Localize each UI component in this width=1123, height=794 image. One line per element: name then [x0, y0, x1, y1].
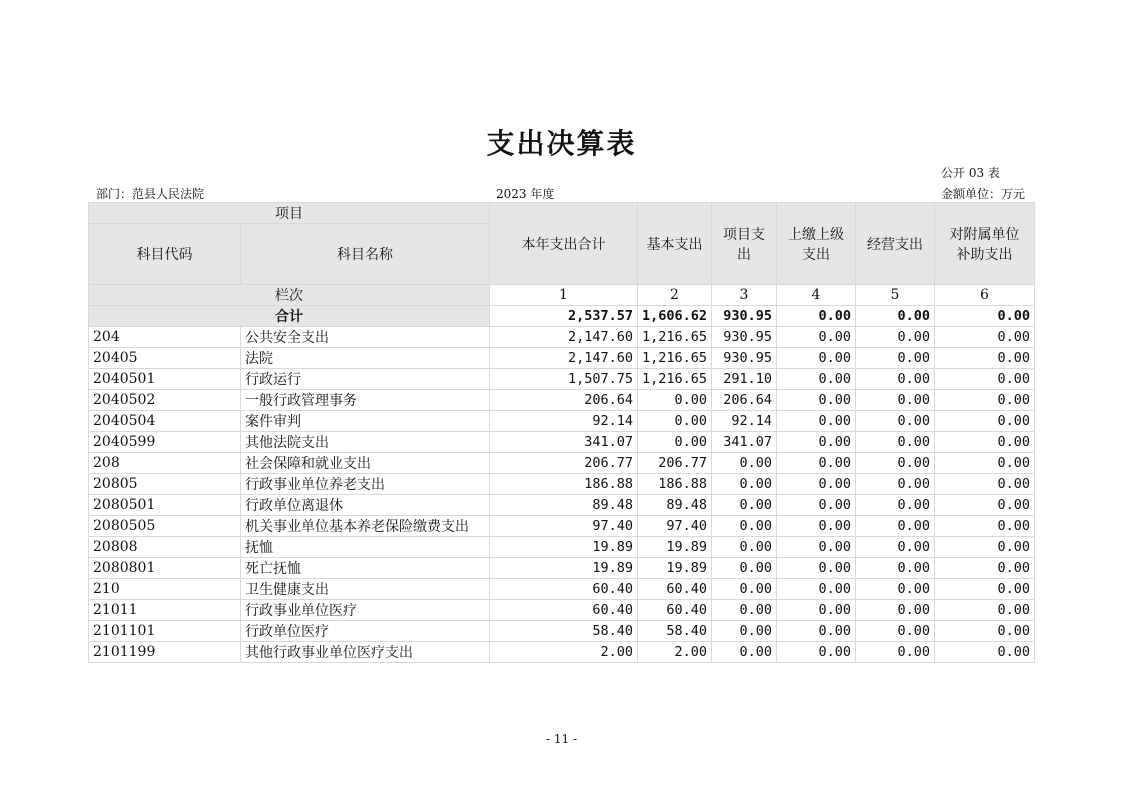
table-row — [89, 600, 1035, 621]
total-value: 0.00 — [856, 306, 935, 327]
amount-cell: 19.89 — [490, 537, 638, 558]
amount-cell: 19.89 — [638, 537, 712, 558]
subject-code: 20405 — [89, 348, 241, 369]
amount-cell: 0.00 — [777, 474, 856, 495]
amount-cell: 0.00 — [935, 453, 1035, 474]
amount-cell: 0.00 — [712, 621, 777, 642]
amount-cell: 0.00 — [712, 516, 777, 537]
page-title: 支出决算表 — [486, 127, 637, 160]
amount-cell: 0.00 — [856, 600, 935, 621]
amount-cell: 291.10 — [712, 369, 777, 390]
subject-name: 法院 — [241, 348, 490, 369]
amount-cell: 341.07 — [712, 432, 777, 453]
subject-name: 行政单位医疗 — [241, 621, 490, 642]
amount-cell: 0.00 — [856, 621, 935, 642]
amount-cell: 0.00 — [935, 411, 1035, 432]
amount-cell: 206.77 — [490, 453, 638, 474]
subject-code: 210 — [89, 579, 241, 600]
amount-cell: 0.00 — [856, 348, 935, 369]
table-row — [89, 516, 1035, 537]
amount-cell: 0.00 — [777, 348, 856, 369]
table-row — [89, 621, 1035, 642]
subject-code: 2101101 — [89, 621, 241, 642]
amount-cell: 89.48 — [490, 495, 638, 516]
table-row — [89, 432, 1035, 453]
lanci-label: 栏次 — [89, 285, 490, 306]
total-row — [89, 306, 1035, 327]
amount-cell: 930.95 — [712, 348, 777, 369]
subject-code: 2040502 — [89, 390, 241, 411]
department-label: 部门：范县人民法院 — [96, 187, 205, 201]
amount-cell: 0.00 — [712, 642, 777, 663]
subject-name: 机关事业单位基本养老保险缴费支出 — [241, 516, 490, 537]
subject-code: 204 — [89, 327, 241, 348]
amount-cell: 0.00 — [856, 537, 935, 558]
amount-cell: 0.00 — [712, 558, 777, 579]
amount-cell: 930.95 — [712, 327, 777, 348]
table-row — [89, 537, 1035, 558]
amount-cell: 0.00 — [856, 327, 935, 348]
table-row — [89, 369, 1035, 390]
subject-name: 行政事业单位医疗 — [241, 600, 490, 621]
col-number: 1 — [490, 285, 638, 306]
expenditure-table — [88, 202, 1035, 663]
subject-code: 208 — [89, 453, 241, 474]
table-row — [89, 327, 1035, 348]
amount-cell: 0.00 — [638, 411, 712, 432]
amount-cell: 0.00 — [777, 390, 856, 411]
total-value: 0.00 — [935, 306, 1035, 327]
amount-cell: 0.00 — [777, 432, 856, 453]
page-number: - 11 - — [545, 732, 577, 746]
subject-code: 2040501 — [89, 369, 241, 390]
amount-cell: 92.14 — [490, 411, 638, 432]
total-value: 2,537.57 — [490, 306, 638, 327]
amount-cell: 0.00 — [777, 642, 856, 663]
header-code: 科目代码 — [89, 224, 241, 285]
amount-cell: 0.00 — [935, 516, 1035, 537]
table-row — [89, 642, 1035, 663]
subject-name: 行政运行 — [241, 369, 490, 390]
amount-cell: 0.00 — [856, 558, 935, 579]
amount-cell: 2.00 — [638, 642, 712, 663]
amount-cell: 0.00 — [935, 642, 1035, 663]
subject-code: 21011 — [89, 600, 241, 621]
amount-cell: 0.00 — [856, 474, 935, 495]
header-col-remit-superior: 上缴上级 支出 — [777, 203, 856, 285]
total-value: 930.95 — [712, 306, 777, 327]
col-number: 4 — [777, 285, 856, 306]
amount-cell: 0.00 — [777, 453, 856, 474]
amount-cell: 0.00 — [777, 411, 856, 432]
amount-cell: 89.48 — [638, 495, 712, 516]
subject-name: 其他法院支出 — [241, 432, 490, 453]
amount-cell: 0.00 — [935, 495, 1035, 516]
amount-cell: 0.00 — [777, 516, 856, 537]
amount-cell: 0.00 — [777, 579, 856, 600]
amount-cell: 0.00 — [935, 348, 1035, 369]
amount-cell: 0.00 — [935, 537, 1035, 558]
subject-code: 2080801 — [89, 558, 241, 579]
amount-cell: 0.00 — [856, 495, 935, 516]
subject-name: 案件审判 — [241, 411, 490, 432]
amount-cell: 0.00 — [712, 474, 777, 495]
amount-cell: 0.00 — [777, 369, 856, 390]
amount-cell: 206.77 — [638, 453, 712, 474]
amount-cell: 92.14 — [712, 411, 777, 432]
amount-cell: 0.00 — [856, 453, 935, 474]
subject-code: 2040599 — [89, 432, 241, 453]
total-value: 1,606.62 — [638, 306, 712, 327]
col-number: 5 — [856, 285, 935, 306]
amount-cell: 58.40 — [638, 621, 712, 642]
amount-cell: 341.07 — [490, 432, 638, 453]
subject-code: 2101199 — [89, 642, 241, 663]
amount-cell: 0.00 — [856, 432, 935, 453]
amount-cell: 0.00 — [712, 453, 777, 474]
amount-cell: 0.00 — [777, 327, 856, 348]
table-row — [89, 390, 1035, 411]
amount-cell: 0.00 — [856, 642, 935, 663]
header-name: 科目名称 — [241, 224, 490, 285]
amount-cell: 0.00 — [935, 327, 1035, 348]
header-col-total: 本年支出合计 — [490, 203, 638, 285]
amount-unit-label: 金额单位：万元 — [941, 187, 1026, 201]
amount-cell: 58.40 — [490, 621, 638, 642]
subject-name: 公共安全支出 — [241, 327, 490, 348]
amount-cell: 0.00 — [856, 390, 935, 411]
amount-cell: 0.00 — [935, 621, 1035, 642]
amount-cell: 0.00 — [712, 600, 777, 621]
amount-cell: 0.00 — [935, 432, 1035, 453]
amount-cell: 0.00 — [712, 495, 777, 516]
amount-cell: 0.00 — [777, 495, 856, 516]
header-project: 项目 — [89, 203, 490, 224]
amount-cell: 2,147.60 — [490, 327, 638, 348]
table-row — [89, 411, 1035, 432]
column-number-row — [89, 285, 1035, 306]
table-row — [89, 348, 1035, 369]
total-label: 合计 — [89, 306, 490, 327]
amount-cell: 60.40 — [638, 600, 712, 621]
amount-cell: 1,507.75 — [490, 369, 638, 390]
amount-cell: 206.64 — [490, 390, 638, 411]
col-number: 2 — [638, 285, 712, 306]
amount-cell: 186.88 — [490, 474, 638, 495]
subject-code: 20805 — [89, 474, 241, 495]
subject-name: 社会保障和就业支出 — [241, 453, 490, 474]
table-row — [89, 495, 1035, 516]
subject-name: 一般行政管理事务 — [241, 390, 490, 411]
amount-cell: 0.00 — [856, 411, 935, 432]
amount-cell: 97.40 — [490, 516, 638, 537]
amount-cell: 60.40 — [490, 600, 638, 621]
amount-cell: 0.00 — [638, 390, 712, 411]
col-number: 6 — [935, 285, 1035, 306]
amount-cell: 186.88 — [638, 474, 712, 495]
subject-code: 2080501 — [89, 495, 241, 516]
amount-cell: 0.00 — [712, 579, 777, 600]
amount-cell: 19.89 — [638, 558, 712, 579]
amount-cell: 19.89 — [490, 558, 638, 579]
fiscal-year-label: 2023 年度 — [496, 187, 555, 201]
amount-cell: 0.00 — [935, 579, 1035, 600]
amount-cell: 206.64 — [712, 390, 777, 411]
subject-name: 抚恤 — [241, 537, 490, 558]
amount-cell: 0.00 — [856, 516, 935, 537]
amount-cell: 0.00 — [856, 579, 935, 600]
subject-name: 其他行政事业单位医疗支出 — [241, 642, 490, 663]
subject-name: 行政事业单位养老支出 — [241, 474, 490, 495]
amount-cell: 0.00 — [935, 390, 1035, 411]
amount-cell: 0.00 — [777, 558, 856, 579]
amount-cell: 0.00 — [638, 432, 712, 453]
header-col-subsidiary: 对附属单位 补助支出 — [935, 203, 1035, 285]
amount-cell: 0.00 — [712, 537, 777, 558]
amount-cell: 60.40 — [638, 579, 712, 600]
header-col-project-exp: 项目支 出 — [712, 203, 777, 285]
table-row — [89, 579, 1035, 600]
amount-cell: 0.00 — [935, 600, 1035, 621]
amount-cell: 0.00 — [935, 474, 1035, 495]
header-col-business: 经营支出 — [856, 203, 935, 285]
subject-name: 卫生健康支出 — [241, 579, 490, 600]
amount-cell: 2,147.60 — [490, 348, 638, 369]
header-col-basic: 基本支出 — [638, 203, 712, 285]
subject-code: 2080505 — [89, 516, 241, 537]
subject-name: 行政单位离退休 — [241, 495, 490, 516]
subject-code: 2040504 — [89, 411, 241, 432]
amount-cell: 0.00 — [777, 600, 856, 621]
table-row — [89, 474, 1035, 495]
amount-cell: 1,216.65 — [638, 327, 712, 348]
total-value: 0.00 — [777, 306, 856, 327]
amount-cell: 0.00 — [777, 621, 856, 642]
amount-cell: 0.00 — [935, 558, 1035, 579]
header-row-project — [89, 203, 1035, 224]
amount-cell: 1,216.65 — [638, 348, 712, 369]
amount-cell: 97.40 — [638, 516, 712, 537]
amount-cell: 2.00 — [490, 642, 638, 663]
col-number: 3 — [712, 285, 777, 306]
table-row — [89, 558, 1035, 579]
subject-code: 20808 — [89, 537, 241, 558]
amount-cell: 60.40 — [490, 579, 638, 600]
amount-cell: 0.00 — [777, 537, 856, 558]
subject-name: 死亡抚恤 — [241, 558, 490, 579]
amount-cell: 1,216.65 — [638, 369, 712, 390]
amount-cell: 0.00 — [935, 369, 1035, 390]
form-number: 公开 03 表 — [941, 166, 1000, 180]
amount-cell: 0.00 — [856, 369, 935, 390]
table-row — [89, 453, 1035, 474]
